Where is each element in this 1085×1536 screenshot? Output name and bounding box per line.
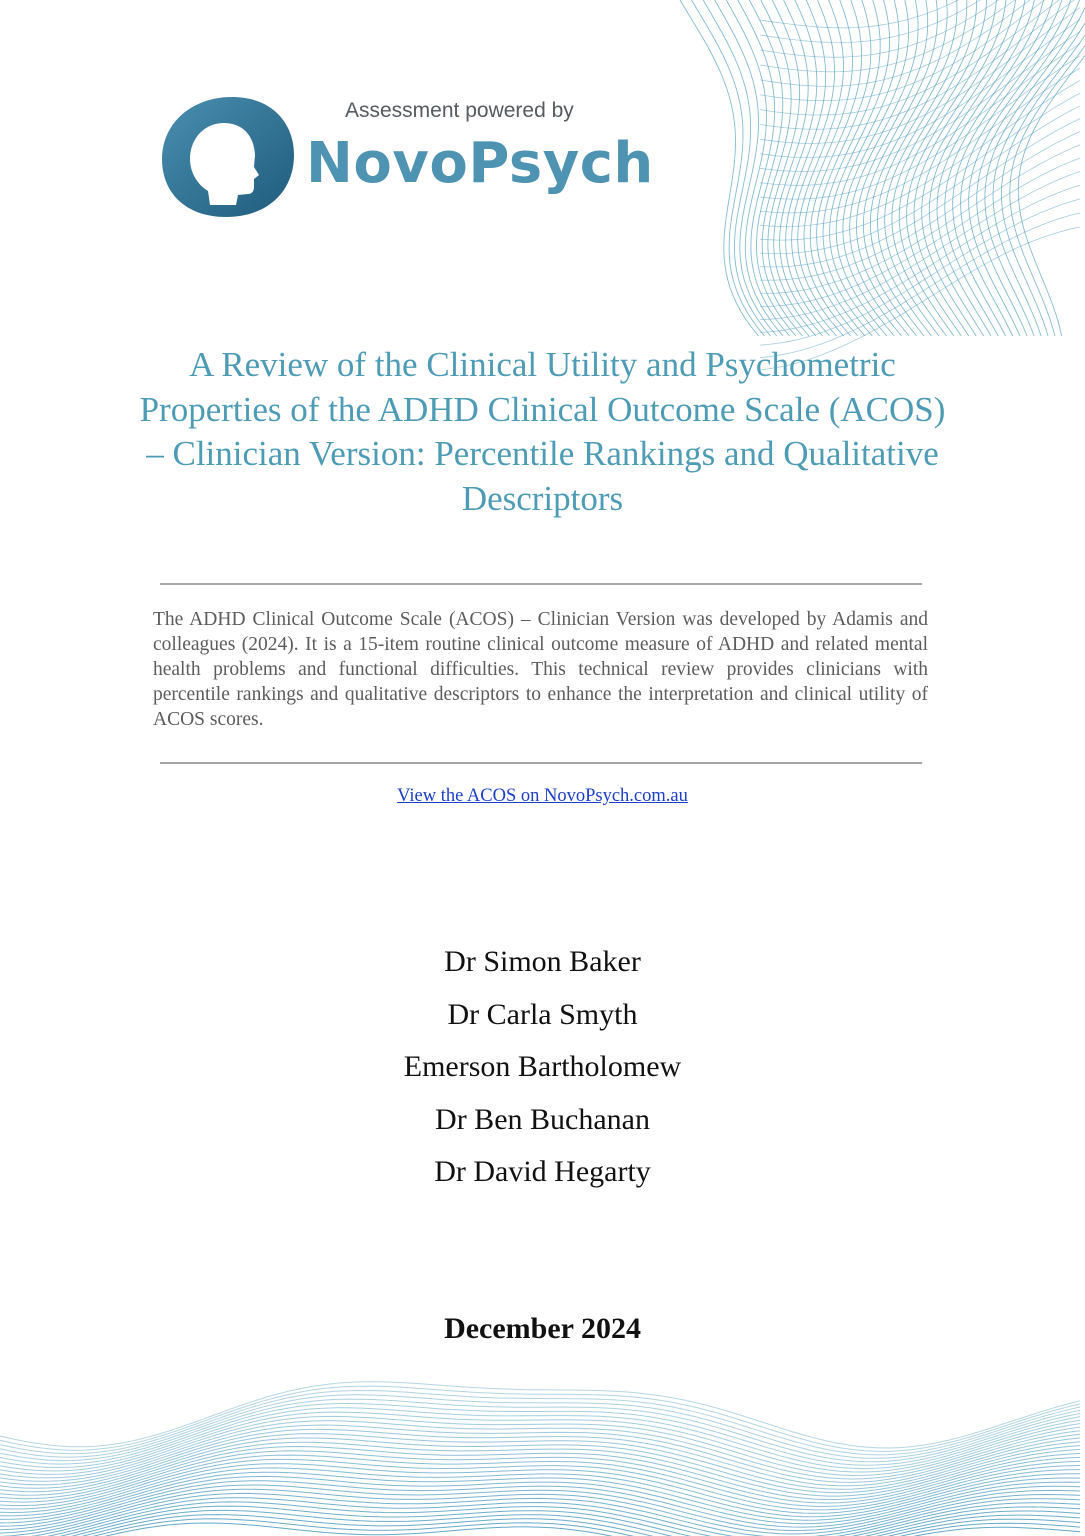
wave-line	[760, 68, 1080, 213]
wave-line	[0, 1493, 1080, 1536]
wave-line	[945, 0, 1044, 336]
wave-line	[760, 81, 1080, 227]
abstract-text: The ADHD Clinical Outcome Scale (ACOS) – Clinician Version was developed by Adamis and colleagues (2024). It is a 15-item routine clinical outcome measure of ADHD and related mental health problems and functional difficulties. This technical review provides clinicians with percentile rankings and qualitative descriptors to enhance the interpretation and clinical utility of ACOS scores.	[153, 609, 928, 730]
wave-line	[0, 1447, 1080, 1500]
wave-line	[0, 1489, 1080, 1534]
divider-top	[160, 583, 922, 585]
wave-line	[870, 0, 947, 336]
wave-line	[0, 1416, 1080, 1475]
wave-line	[0, 1403, 1080, 1465]
wave-line	[760, 0, 1080, 101]
logo-wordmark: NovoPsych	[306, 131, 654, 196]
wave-line	[0, 1502, 1080, 1536]
wave-line	[823, 0, 880, 336]
wave-line	[692, 0, 765, 336]
wave-line	[0, 1442, 1080, 1496]
wave-line	[760, 44, 1080, 186]
wave-line	[0, 1382, 1080, 1448]
wave-line	[760, 56, 1080, 199]
wave-line	[0, 1459, 1080, 1510]
wave-line	[0, 1455, 1080, 1506]
wave-line	[892, 0, 977, 336]
wave-line	[0, 1412, 1080, 1472]
wave-line	[749, 0, 796, 336]
wave-line	[0, 1408, 1080, 1469]
wave-line	[810, 0, 861, 336]
wave-line	[760, 93, 1080, 240]
wave-line	[0, 1476, 1080, 1523]
wave-line	[885, 0, 967, 336]
wave-line	[680, 0, 759, 336]
wave-line	[857, 0, 928, 336]
wave-line	[760, 132, 1080, 281]
wave-line	[774, 0, 816, 336]
wave-line	[760, 119, 1080, 267]
wave-line	[703, 0, 770, 336]
wave-line	[0, 1464, 1080, 1514]
wave-line	[760, 0, 1080, 115]
top-right-wave	[680, 0, 1085, 370]
wave-line	[760, 172, 1080, 320]
wave-line	[0, 1395, 1080, 1459]
wave-line	[738, 0, 790, 336]
wave-line	[843, 0, 909, 336]
wave-line	[953, 0, 1053, 336]
wave-line	[929, 0, 1025, 336]
wave-line	[0, 1429, 1080, 1485]
wave-line	[1010, 0, 1085, 336]
wave-line	[786, 0, 830, 336]
wave-line	[804, 0, 853, 336]
wave-line	[0, 1515, 1080, 1536]
wave-line	[792, 0, 837, 336]
wave-line	[850, 0, 918, 336]
wave-line	[0, 1472, 1080, 1520]
wave-line	[0, 1425, 1080, 1482]
wave-line	[0, 1506, 1080, 1536]
wave-line	[836, 0, 899, 336]
wave-line	[907, 0, 997, 336]
wave-line	[760, 213, 1080, 358]
wave-line	[760, 20, 1080, 158]
wave-line	[760, 0, 1080, 57]
wave-line	[0, 1519, 1080, 1536]
wave-line	[817, 0, 871, 336]
wave-line	[0, 1468, 1080, 1517]
wave-line	[985, 0, 1085, 336]
wave-line	[760, 0, 1080, 28]
wave-line	[726, 0, 783, 336]
wave-line	[961, 0, 1062, 336]
wave-line	[780, 0, 823, 336]
document-title: A Review of the Clinical Utility and Psychometric Properties of the ADHD Clinical Outcome Scale (ACOS) – Clinician Version: Percentile Rankings and Qualitative Descriptors	[139, 345, 946, 518]
wave-line	[0, 1438, 1080, 1493]
wave-line	[0, 1399, 1080, 1462]
head-profile-icon	[160, 95, 296, 219]
acos-link[interactable]: View the ACOS on NovoPsych.com.au	[397, 786, 688, 806]
wave-line	[0, 1451, 1080, 1503]
wave-line	[0, 1481, 1080, 1527]
wave-line	[760, 106, 1080, 254]
wave-line	[0, 1498, 1080, 1536]
wave-line	[760, 158, 1080, 307]
wave-line	[899, 0, 986, 336]
author-name: Emerson Bartholomew	[403, 1050, 682, 1083]
wave-line	[761, 0, 803, 336]
wave-line	[863, 0, 937, 336]
wave-line	[768, 0, 809, 336]
wave-line	[969, 0, 1071, 336]
wave-line	[798, 0, 844, 336]
wave-line	[878, 0, 958, 336]
divider-bottom	[160, 762, 922, 764]
wave-line	[760, 0, 1080, 72]
wave-line	[1018, 0, 1085, 336]
wave-line	[914, 0, 1006, 336]
wave-line	[0, 1421, 1080, 1479]
wave-line	[760, 0, 1080, 86]
wave-line	[0, 1485, 1080, 1531]
acos-link-container	[0, 786, 1085, 807]
wave-line	[0, 1523, 1080, 1536]
wave-line	[0, 1386, 1080, 1451]
author-name: Dr Carla Smyth	[447, 997, 638, 1031]
wave-line	[760, 32, 1080, 172]
wave-line	[760, 145, 1080, 294]
wave-line	[760, 0, 1080, 43]
wave-line	[760, 0, 1080, 129]
author-name: Dr Simon Baker	[444, 945, 641, 978]
wave-line	[830, 0, 890, 336]
bottom-wave	[0, 1382, 1080, 1536]
wave-line	[922, 0, 1016, 336]
wave-line	[1001, 0, 1085, 336]
publication-date: December 2024	[444, 1312, 641, 1345]
wave-line	[760, 199, 1080, 345]
wave-line	[715, 0, 777, 336]
author-name: Dr Ben Buchanan	[435, 1102, 650, 1136]
logo-tagline: Assessment powered by	[345, 99, 574, 122]
wave-line	[937, 0, 1034, 336]
wave-line	[760, 8, 1080, 144]
author-list	[0, 936, 1085, 1199]
wave-line	[0, 1434, 1080, 1490]
wave-line	[760, 185, 1080, 332]
wave-line	[977, 0, 1080, 336]
wave-line	[0, 1391, 1080, 1455]
novopsych-logo	[160, 95, 660, 225]
wave-line	[0, 1510, 1080, 1536]
wave-line	[993, 0, 1085, 336]
author-name: Dr David Hegarty	[434, 1155, 651, 1188]
